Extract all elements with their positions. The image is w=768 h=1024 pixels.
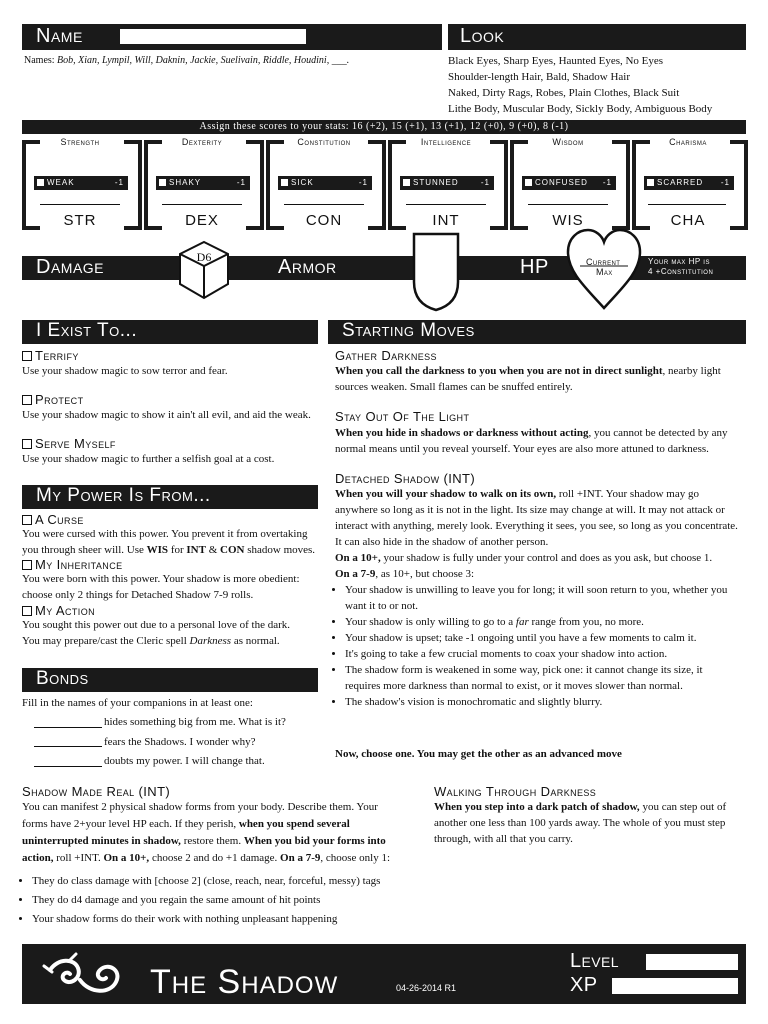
option-item: • The shadow's vision is monochromatic and slightly blurry. — [345, 694, 743, 710]
d6-die-icon — [176, 240, 232, 300]
bond-text: fears the Shadows. I wonder why? — [104, 736, 256, 748]
exist-option-terrify[interactable]: Terrify — [22, 348, 79, 363]
name-band — [22, 24, 442, 50]
exist-option-protect[interactable]: Protect — [22, 392, 83, 407]
class-title: The Shadow — [150, 963, 339, 1001]
option-item: • Your shadow is unwilling to leave you for long; it will soon return to you, whether you want it to or not. — [345, 582, 743, 614]
power-inherit-text: You were born with this power. Your shadow is more obedient: choose only 2 things for Detached Shadow 7-9 rolls. — [22, 573, 300, 601]
stat-score-line[interactable] — [648, 204, 726, 205]
damage-label: Damage — [36, 256, 105, 278]
look-line[interactable]: Lithe Body, Muscular Body, Sickly Body, Ambiguous Body — [448, 103, 713, 115]
version-label: 04-26-2014 R1 — [396, 983, 457, 993]
exist-option-serve[interactable]: Serve Myself — [22, 436, 116, 451]
move-shadow-made-real-title: Shadow Made Real (INT) — [22, 784, 171, 799]
level-label: Level — [570, 950, 619, 972]
power-curse-text: You were cursed with this power. You prevent it from overtaking you through sheer will. Use WIS for INT & CON shadow moves. — [22, 528, 316, 556]
look-line[interactable]: Shoulder-length Hair, Bald, Shadow Hair — [448, 71, 631, 83]
shadow-made-real-options — [10, 872, 430, 929]
checkbox-icon[interactable] — [159, 179, 166, 186]
bond-name-line[interactable] — [34, 746, 102, 747]
checkbox-icon[interactable] — [403, 179, 410, 186]
move-gather-darkness-text: When you call the darkness to you when you are not in direct sunlight, nearby light sources weaken. Small flames can be snuffed entirely. — [335, 365, 721, 393]
stat-abbr-cha: CHA — [670, 212, 706, 229]
stat-name-strength: Strength — [60, 137, 100, 147]
hp-max-label: Max — [596, 267, 613, 277]
checkbox-icon[interactable] — [22, 606, 32, 616]
look-line[interactable]: Black Eyes, Sharp Eyes, Haunted Eyes, No Eyes — [448, 55, 664, 67]
checkbox-icon[interactable] — [281, 179, 288, 186]
moves-title: Starting Moves — [342, 320, 475, 341]
die-label: D6 — [196, 250, 212, 264]
option-item: • They do d4 damage and you regain the same amount of hit points — [32, 891, 430, 910]
footer-band — [22, 944, 746, 1004]
move-gather-darkness-title: Gather Darkness — [335, 348, 437, 363]
hp-label: HP — [520, 256, 549, 278]
debility-scarred[interactable]: SCARRED -1 — [644, 176, 734, 190]
stat-score-line[interactable] — [162, 204, 242, 205]
debility-confused[interactable]: CONFUSED -1 — [522, 176, 616, 190]
checkbox-icon[interactable] — [22, 515, 32, 525]
move-walking-darkness-text: When you step into a dark patch of shadow, you can step out of another one less than 100 yards away. The whole of you must step through, with all that you carry. — [434, 801, 727, 845]
move-stay-out-text: When you hide in shadows or darkness without acting, you cannot be detected by any normal means until you reveal yourself. Your eyes are also more attuned to darkness. — [335, 427, 728, 455]
bond-name-line[interactable] — [34, 766, 102, 767]
checkbox-icon[interactable] — [525, 179, 532, 186]
option-item: • Your shadow forms do their work with nothing unpleasant happening — [32, 910, 430, 929]
exist-text: Use your shadow magic to sow terror and fear. — [22, 365, 228, 377]
assign-band — [22, 120, 746, 134]
stat-score-line[interactable] — [40, 204, 120, 205]
stat-name-wisdom: Wisdom — [552, 137, 584, 147]
debility-weak[interactable]: WEAK -1 — [34, 176, 128, 190]
stat-abbr-con: CON — [305, 212, 343, 229]
power-title: My Power Is From... — [36, 485, 211, 506]
power-option-inheritance[interactable]: My Inheritance — [22, 557, 123, 572]
bonds-band — [22, 668, 318, 692]
stat-name-charisma: Charisma — [669, 137, 707, 147]
option-item: • The shadow form is weakened in some way, pick one: it cannot change its size, it requires more darkness than normal to exist, or it moves slower than normal. — [345, 662, 743, 694]
move-stay-out-title: Stay Out Of The Light — [335, 409, 470, 424]
xp-input[interactable] — [612, 978, 738, 994]
look-options — [448, 53, 712, 117]
name-input[interactable] — [120, 29, 306, 44]
bonds-intro: Fill in the names of your companions in at least one: — [22, 697, 253, 709]
stat-abbr-dex: DEX — [185, 212, 219, 229]
armor-label: Armor — [278, 256, 337, 278]
power-option-curse[interactable]: A Curse — [22, 512, 84, 527]
move-shadow-made-real-text: You can manifest 2 physical shadow forms from your body. Describe them. Your forms have 2+your level HP each. If they perish, when you spend several uninterrupted minutes in shadow, restore them. When you bid your forms into action, roll +INT. On a 10+, choose 2 and do +1 damage. On a 7-9, choose only 1: — [22, 801, 391, 864]
stat-name-constitution: Constitution — [297, 137, 351, 147]
debility-stunned[interactable]: STUNNED -1 — [400, 176, 494, 190]
exist-text: Use your shadow magic to further a selfish goal at a cost. — [22, 453, 275, 465]
armor-shield-icon[interactable] — [412, 232, 460, 312]
checkbox-icon[interactable] — [22, 560, 32, 570]
bond-text: hides something big from me. What is it? — [104, 716, 286, 728]
stat-score-line[interactable] — [406, 204, 486, 205]
debility-sick[interactable]: SICK -1 — [278, 176, 372, 190]
assign-text: Assign these scores to your stats: 16 (+2), 15 (+1), 13 (+1), 12 (+0), 9 (+0), 8 (-1) — [199, 121, 569, 132]
bond-name-line[interactable] — [34, 727, 102, 728]
exist-band — [22, 320, 318, 344]
look-line[interactable]: Naked, Dirty Rags, Robes, Plain Clothes, Black Suit — [448, 87, 680, 99]
power-action-text: You sought this power out due to a personal love of the dark. You may prepare/cast the Cleric spell Darkness as normal. — [22, 619, 291, 647]
checkbox-icon[interactable] — [37, 179, 44, 186]
stat-score-line[interactable] — [284, 204, 364, 205]
move-detached-shadow-title: Detached Shadow (INT) — [335, 471, 476, 486]
names-line: Names: Bob, Xian, Lympil, Will, Daknin, Jackie, Suelivain, Riddle, Houdini, ___. — [24, 55, 350, 66]
bonds-title: Bonds — [36, 668, 89, 689]
option-item: • It's going to take a few crucial moments to coax your shadow into action. — [345, 646, 743, 662]
level-input[interactable] — [646, 954, 738, 970]
checkbox-icon[interactable] — [22, 395, 32, 405]
name-label: Name — [36, 25, 83, 47]
checkbox-icon[interactable] — [22, 351, 32, 361]
move-detached-shadow-text: When you will your shadow to walk on its own, roll +INT. Your shadow may go anywhere so long as it is not in the light. Its size may change at will. It may not attack or interact with anything, merely look. Everything it sees, you see, so long as you concentrate. It can also hide in the shadow of another person. On a 10+, your shadow is fully under your control and does as you ask, but choose 1. On a 7-9, as 10+, but choose 3: — [335, 488, 738, 580]
option-item: • Your shadow is upset; take -1 ongoing until you have a few moments to calm it. — [345, 630, 743, 646]
option-item: • Your shadow is only willing to go to a far range from you, no more. — [345, 614, 743, 630]
look-label: Look — [460, 25, 505, 47]
bond-text: doubts my power. I will change that. — [104, 755, 265, 767]
stat-score-line[interactable] — [528, 204, 608, 205]
moves-band — [328, 320, 746, 344]
checkbox-icon[interactable] — [22, 439, 32, 449]
xp-label: XP — [570, 974, 598, 996]
checkbox-icon[interactable] — [647, 179, 654, 186]
detached-shadow-options — [323, 582, 743, 710]
stat-abbr-int: INT — [432, 212, 460, 229]
stat-abbr-str: STR — [63, 212, 97, 229]
shadow-logo-icon — [40, 950, 132, 998]
stat-name-intelligence: Intelligence — [420, 137, 472, 147]
stat-name-dexterity: Dexterity — [181, 137, 223, 147]
power-option-action[interactable]: My Action — [22, 603, 95, 618]
look-band — [448, 24, 746, 50]
option-item: • They do class damage with [choose 2] (close, reach, near, forceful, messy) tags — [32, 872, 430, 891]
power-band — [22, 485, 318, 509]
max-hp-note: Your max HP is 4 +Constitution — [648, 257, 714, 276]
move-walking-darkness-title: Walking Through Darkness — [434, 784, 597, 799]
stat-abbr-wis: WIS — [552, 212, 584, 229]
hp-current-label: Current — [586, 257, 621, 267]
exist-text: Use your shadow magic to show it ain't all evil, and aid the weak. — [22, 409, 311, 421]
debility-shaky[interactable]: SHAKY -1 — [156, 176, 250, 190]
choose-one-note: Now, choose one. You may get the other as an advanced move — [335, 748, 622, 760]
exist-title: I Exist To... — [36, 320, 138, 341]
